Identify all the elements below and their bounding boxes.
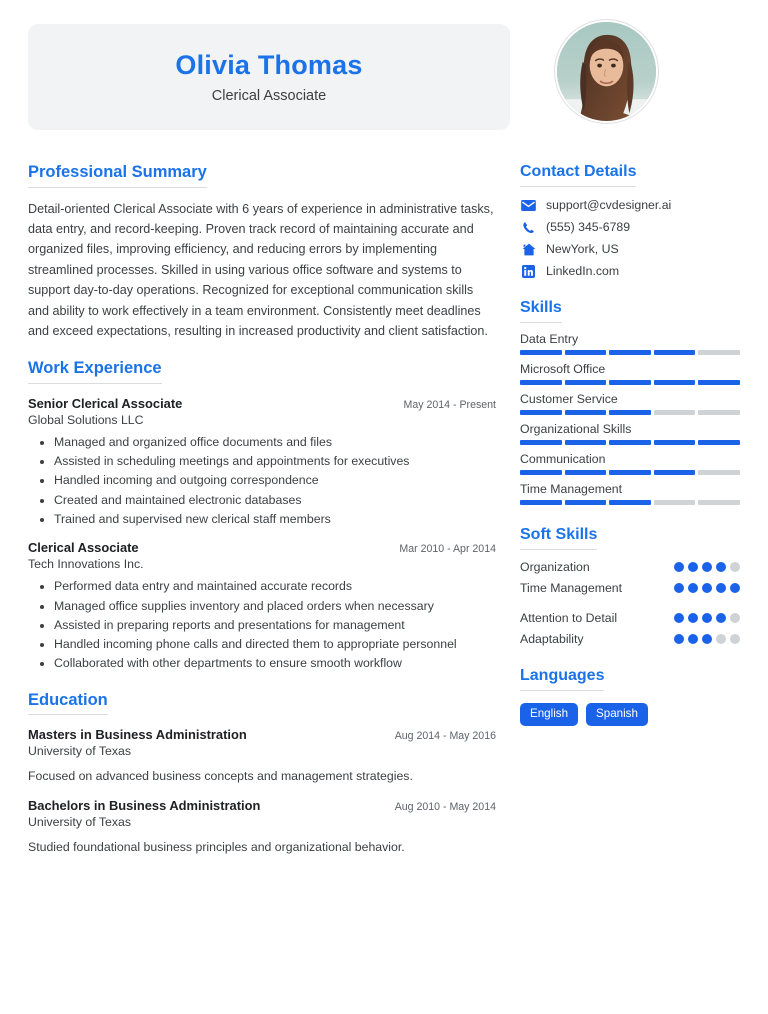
contact-list [520,198,740,278]
phone-icon [520,220,537,234]
contact-linkedin-value: LinkedIn.com [546,264,620,278]
soft-skill-rating [674,562,740,572]
soft-skills-list [520,560,740,646]
education-description: Focused on advanced business concepts and management strategies. [28,769,413,784]
skill-item [520,332,740,355]
skill-label: Data Entry [520,332,579,346]
home-icon [520,242,537,256]
list-item: • Handled incoming and outgoing correspondence [54,471,496,490]
skill-segment [654,470,696,475]
section-heading-languages: Languages [520,666,604,691]
rating-dot [688,634,698,644]
list-item: • Assisted in scheduling meetings and appointments for executives [54,452,496,471]
page-title: Olivia Thomas [175,50,363,81]
experience-date: May 2014 - Present [403,398,496,411]
skill-level-bar [520,350,740,355]
email-icon [520,198,537,212]
soft-skill-row [520,632,740,646]
list-item: • Collaborated with other departments to ensure smooth workflow [54,654,496,673]
skill-segment [654,380,696,385]
name-card [28,24,510,130]
resume-header [28,24,744,144]
contact-phone-value: (555) 345-6789 [546,220,631,234]
experience-job-title: Clerical Associate [28,540,139,556]
profile-photo [555,20,658,123]
rating-dot [702,634,712,644]
skill-item [520,452,740,475]
list-item: • Handled incoming phone calls and directed them to appropriate personnel [54,635,496,654]
education-description: Studied foundational business principles and organizational behavior. [28,839,405,854]
rating-dot [716,634,726,644]
list-item: • Assisted in preparing reports and presentations for management [54,616,496,635]
section-heading-soft-skills: Soft Skills [520,525,597,550]
contact-item-email[interactable] [520,198,740,212]
education-entry-header [28,798,496,813]
skill-segment [609,470,651,475]
skills-list [520,332,740,505]
experience-entry-header [28,540,496,555]
skill-segment [654,500,696,505]
skill-segment [609,410,651,415]
skill-label: Customer Service [520,392,618,406]
experience-job-title: Senior Clerical Associate [28,395,183,411]
section-heading-summary: Professional Summary [28,162,207,188]
section-heading-experience: Work Experience [28,358,162,384]
education-entry [28,727,496,785]
list-item: • Managed and organized office documents and files [54,433,496,452]
list-item: • Managed office supplies inventory and placed orders when necessary [54,597,496,616]
skill-level-bar [520,440,740,445]
skill-segment [565,470,607,475]
contact-location-value: NewYork, US [546,242,619,256]
rating-dot [730,634,740,644]
soft-skill-row [520,611,740,625]
skill-level-bar [520,380,740,385]
skill-segment [609,380,651,385]
skill-segment [698,380,740,385]
skill-segment [698,410,740,415]
rating-dot [674,613,684,623]
job-title: Clerical Associate [211,87,327,104]
section-heading-contact: Contact Details [520,162,636,187]
experience-bullet-list [54,577,496,672]
education-degree: Masters in Business Administration [28,727,247,743]
section-heading-education: Education [28,690,108,716]
section-work-experience [28,358,496,673]
rating-dot [716,562,726,572]
education-school: University of Texas [28,814,131,829]
experience-company: Tech Innovations Inc. [28,557,144,572]
skill-segment [609,440,651,445]
skill-segment [609,350,651,355]
skill-segment [698,440,740,445]
rating-dot [674,583,684,593]
rating-dot [674,562,684,572]
rating-dot [730,562,740,572]
experience-company: Global Solutions LLC [28,412,144,427]
section-professional-summary [28,162,496,341]
avatar [555,20,658,123]
list-item: • Trained and supervised new clerical staff members [54,510,496,529]
education-date: Aug 2010 - May 2014 [394,800,496,813]
rating-dot [730,583,740,593]
contact-email-value: support@cvdesigner.ai [546,198,672,212]
experience-entry-header [28,396,496,411]
soft-skill-rating [674,634,740,644]
experience-bullet-list [54,433,496,528]
skill-segment [565,500,607,505]
list-item: • Performed data entry and maintained accurate records [54,577,496,596]
skill-segment [654,410,696,415]
language-pill: English [520,703,578,726]
contact-item-linkedin[interactable] [520,264,740,278]
soft-skill-label: Time Management [520,581,623,595]
section-education [28,690,496,857]
section-contact-details [520,162,740,278]
skill-level-bar [520,470,740,475]
soft-skill-row [520,560,740,574]
rating-dot [702,583,712,593]
skill-label: Time Management [520,482,623,496]
skill-level-bar [520,410,740,415]
rating-dot [674,634,684,644]
language-pill: Spanish [586,703,648,726]
rating-dot [688,583,698,593]
education-entry [28,798,496,856]
soft-skill-label: Attention to Detail [520,611,618,625]
skill-segment [654,440,696,445]
contact-item-phone[interactable] [520,220,740,234]
skill-level-bar [520,500,740,505]
education-entry-header [28,727,496,742]
soft-skill-label: Organization [520,560,590,574]
section-languages [520,666,740,726]
skill-item [520,422,740,445]
languages-list [520,703,740,726]
education-school: University of Texas [28,744,131,759]
main-column [28,162,512,873]
rating-dot [688,613,698,623]
skill-segment [520,500,562,505]
skill-segment [698,470,740,475]
education-degree: Bachelors in Business Administration [28,797,261,813]
section-skills [520,298,740,505]
profile-photo-illustration [557,22,656,121]
rating-dot [702,562,712,572]
skill-segment [520,410,562,415]
experience-date: Mar 2010 - Apr 2014 [399,543,496,556]
skill-item [520,482,740,505]
skill-segment [565,380,607,385]
rating-dot [702,613,712,623]
skill-segment [565,440,607,445]
skill-segment [520,440,562,445]
skill-item [520,362,740,385]
soft-skill-row [520,581,740,595]
rating-dot [716,613,726,623]
rating-dot [730,613,740,623]
soft-skill-rating [674,613,740,623]
education-date: Aug 2014 - May 2016 [394,730,496,743]
skill-segment [698,500,740,505]
rating-dot [688,562,698,572]
contact-item-location[interactable] [520,242,740,256]
list-item: • Created and maintained electronic databases [54,491,496,510]
skill-segment [520,470,562,475]
section-heading-skills: Skills [520,298,562,323]
skill-segment [609,500,651,505]
skill-segment [565,410,607,415]
soft-skill-rating [674,583,740,593]
skill-label: Communication [520,452,606,466]
experience-entry [28,540,496,672]
rating-dot [716,583,726,593]
skill-label: Organizational Skills [520,422,632,436]
skill-segment [520,380,562,385]
experience-entry [28,396,496,528]
skill-label: Microsoft Office [520,362,606,376]
soft-skill-label: Adaptability [520,632,584,646]
skill-item [520,392,740,415]
sidebar-column [512,162,740,873]
skill-segment [654,350,696,355]
summary-text: Detail-oriented Clerical Associate with 6 years of experience in administrative tasks, data entry, and record-keeping. Proven track record of maintaining accurate and organized files, improving efficiency, and reducing errors by implementing streamlined processes. Skilled in using various office software and systems to support day-to-day operations. Recognized for exceptional communication skills and ability to work effectively in a team environment. Consistently meet deadlines and exceed expectations, resulting in increased productivity and client satisfaction. [28,201,494,338]
skill-segment [698,350,740,355]
skill-segment [520,350,562,355]
section-soft-skills [520,525,740,646]
linkedin-icon [520,264,537,278]
resume-body [28,162,744,873]
skill-segment [565,350,607,355]
